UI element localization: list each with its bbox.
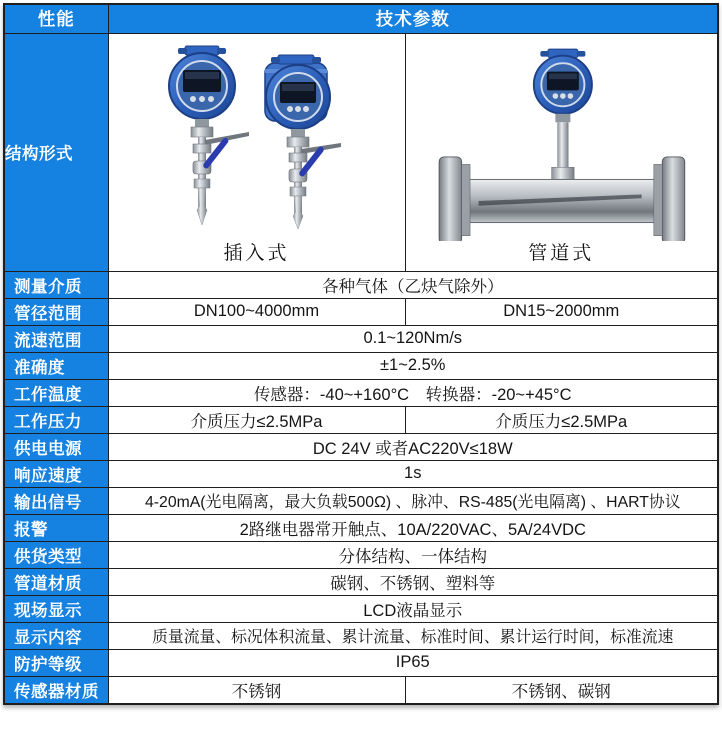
spec-table — [3, 3, 719, 705]
structure-row — [4, 33, 718, 271]
row-value: DC 24V 或者AC220V≤18W — [108, 433, 718, 460]
table-row — [4, 460, 718, 487]
header-performance: 性能 — [4, 4, 108, 33]
row-value-left: 不锈钢 — [108, 676, 405, 704]
row-label: 显示内容 — [4, 622, 108, 649]
row-label-structure: 结构形式 — [4, 33, 108, 271]
table-row — [4, 514, 718, 541]
table-row — [4, 487, 718, 514]
row-value-left: DN100~4000mm — [108, 298, 405, 325]
row-label: 输出信号 — [4, 487, 108, 514]
table-row — [4, 622, 718, 649]
row-label: 管道材质 — [4, 568, 108, 595]
table-row — [4, 568, 718, 595]
row-label: 测量介质 — [4, 271, 108, 298]
header-technical-parameters: 技术参数 — [108, 4, 718, 33]
row-value: 0.1~120Nm/s — [108, 325, 718, 352]
row-value: 分体结构、一体结构 — [108, 541, 718, 568]
pipeline-type-cell — [405, 33, 718, 271]
row-label: 工作温度 — [4, 379, 108, 406]
row-label: 防护等级 — [4, 649, 108, 676]
table-row — [4, 676, 718, 704]
table-row — [4, 379, 718, 406]
table-row — [4, 352, 718, 379]
row-label: 管径范围 — [4, 298, 108, 325]
insertion-type-flowmeter-image — [114, 41, 400, 241]
row-label: 工作压力 — [4, 406, 108, 433]
insertion-type-caption: 插入式 — [223, 242, 290, 264]
pipeline-type-figure — [406, 34, 718, 271]
row-label: 现场显示 — [4, 595, 108, 622]
row-value: LCD液晶显示 — [108, 595, 718, 622]
row-label: 流速范围 — [4, 325, 108, 352]
pipeline-type-flowmeter-image — [411, 41, 711, 241]
row-label: 准确度 — [4, 352, 108, 379]
table-row — [4, 298, 718, 325]
row-label: 响应速度 — [4, 460, 108, 487]
row-value: 质量流量、标况体积流量、累计流量、标准时间、累计运行时间，标准流速 — [108, 622, 718, 649]
row-value-right: 不锈钢、碳钢 — [405, 676, 718, 704]
row-value: 1s — [108, 460, 718, 487]
row-label: 传感器材质 — [4, 676, 108, 704]
row-label: 供货类型 — [4, 541, 108, 568]
row-value: IP65 — [108, 649, 718, 676]
row-value: 4-20mA(光电隔离，最大负载500Ω) 、脉冲、RS-485(光电隔离) 、HART协议 — [108, 487, 718, 514]
insertion-type-cell — [108, 33, 405, 271]
table-row — [4, 325, 718, 352]
row-value-right: DN15~2000mm — [405, 298, 718, 325]
table-row — [4, 595, 718, 622]
table-row — [4, 541, 718, 568]
insertion-type-figure — [109, 34, 405, 271]
table-row — [4, 433, 718, 460]
row-value: ±1~2.5% — [108, 352, 718, 379]
row-value: 各种气体（乙炔气除外） — [108, 271, 718, 298]
row-value: 碳钢、不锈钢、塑料等 — [108, 568, 718, 595]
table-row — [4, 271, 718, 298]
row-label: 供电电源 — [4, 433, 108, 460]
pipeline-type-caption: 管道式 — [528, 242, 595, 264]
header-row — [4, 4, 718, 33]
row-label: 报警 — [4, 514, 108, 541]
row-value: 传感器：-40~+160°C 转换器：-20~+45°C — [108, 379, 718, 406]
row-value: 2路继电器常开触点、10A/220VAC、5A/24VDC — [108, 514, 718, 541]
table-row — [4, 649, 718, 676]
row-value-right: 介质压力≤2.5MPa — [405, 406, 718, 433]
row-value-left: 介质压力≤2.5MPa — [108, 406, 405, 433]
table-row — [4, 406, 718, 433]
